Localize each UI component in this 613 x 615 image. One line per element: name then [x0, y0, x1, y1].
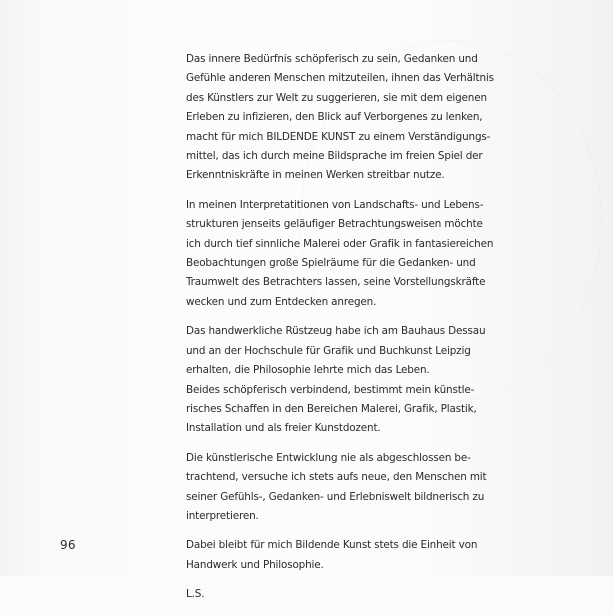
signature: L.S. — [186, 588, 205, 601]
paragraph-4 — [186, 449, 486, 527]
text-line: und an der Hochschule für Grafik und Buchkunst Leipzig — [186, 344, 471, 357]
text-line: Erkenntniskräfte in meinen Werken streitbar nutze. — [186, 169, 445, 182]
text-line: ich durch tief sinnliche Malerei oder Grafik in fantasiereichen — [186, 237, 494, 250]
text-line: Traumwelt des Betrachters lassen, seine Vorstellungskräfte — [186, 276, 486, 289]
text-line: Beobachtungen große Spielräume für die Gedanken- und — [186, 257, 476, 270]
text-line: In meinen Interpretatitionen von Landschafts- und Lebens- — [186, 198, 484, 211]
page-number: 96 — [60, 538, 76, 552]
paragraph-2 — [186, 196, 494, 312]
text-line: mittel, das ich durch meine Bildsprache im freien Spiel der — [186, 150, 483, 163]
text-line: wecken und zum Entdecken anregen. — [186, 295, 377, 308]
text-line: trachtend, versuche ich stets aufs neue, den Menschen mit — [186, 471, 487, 484]
text-line: Installation und als freier Kunstdozent. — [186, 422, 381, 435]
text-line: Handwerk und Philosophie. — [186, 558, 324, 571]
text-line: des Künstlers zur Welt zu suggerieren, sie mit dem eigenen — [186, 91, 487, 104]
text-line: seiner Gefühls-, Gedanken- und Erlebniswelt bildnerisch zu — [186, 490, 485, 503]
text-line: Gefühle anderen Menschen mitzuteilen, ihnen das Verhältnis — [186, 72, 494, 85]
text-line: erhalten, die Philosophie lehrte mich das Leben. — [186, 364, 430, 377]
text-line: risches Schaffen in den Bereichen Malerei, Grafik, Plastik, — [186, 402, 477, 415]
text-line: macht für mich BILDENDE KUNST zu einem Verständigungs- — [186, 130, 491, 143]
text-line: Erleben zu infizieren, den Blick auf Verborgenes zu lenken, — [186, 111, 483, 124]
text-line: interpretieren. — [186, 509, 259, 522]
body-text — [186, 50, 494, 615]
text-line: Beides schöpferisch verbindend, bestimmt mein künstle- — [186, 383, 475, 396]
text-line: Das handwerkliche Rüstzeug habe ich am Bauhaus Dessau — [186, 325, 486, 338]
paragraph-1 — [186, 50, 494, 186]
text-line: strukturen jenseits geläufiger Betrachtungsweisen möchte — [186, 218, 483, 231]
text-line: Das innere Bedürfnis schöpferisch zu sein, Gedanken und — [186, 53, 478, 65]
paragraph-5 — [186, 536, 486, 575]
text-line: Dabei bleibt für mich Bildende Kunst stets die Einheit von — [186, 539, 478, 552]
paragraph-3 — [186, 322, 486, 438]
text-line: Die künstlerische Entwicklung nie als abgeschlossen be- — [186, 451, 471, 464]
